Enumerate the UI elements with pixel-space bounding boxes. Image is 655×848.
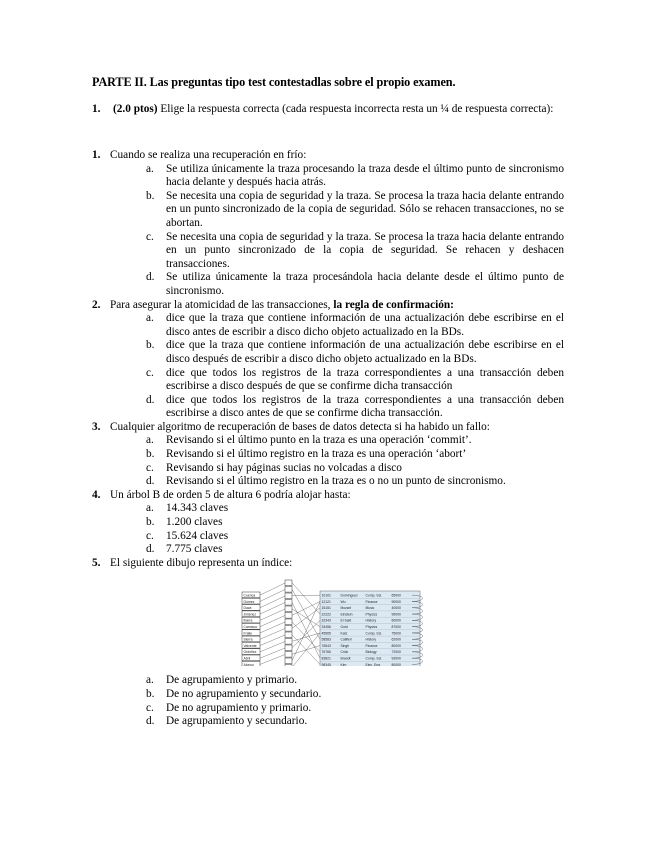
- index-key-label: Ibarra: [243, 619, 253, 624]
- bucket-cell: [285, 587, 292, 593]
- bucket-cell: [285, 593, 292, 599]
- option-a[interactable]: [110, 434, 564, 448]
- option-d[interactable]: [110, 543, 564, 557]
- index-pointer-line: [260, 590, 285, 602]
- option-b[interactable]: [110, 339, 564, 366]
- record-pointer-line: [292, 602, 320, 616]
- index-pointer-line: [260, 648, 285, 658]
- record-cell: 75000: [391, 631, 401, 636]
- option-text: De agrupamiento y primario.: [166, 674, 298, 687]
- option-text: 1.200 claves: [166, 516, 223, 529]
- option-list: [110, 312, 564, 421]
- option-text: 7.775 claves: [166, 543, 223, 556]
- record-cell: 92000: [391, 656, 401, 661]
- record-cell: 22222: [321, 612, 331, 617]
- record-cell: 65000: [391, 593, 401, 598]
- record-cell: Comp. Sci.: [365, 656, 383, 661]
- question-2: [92, 299, 564, 421]
- intro-number: 1.: [92, 103, 101, 115]
- option-b[interactable]: [110, 688, 564, 702]
- record-cell: Comp. Sci.: [365, 631, 383, 636]
- record-cell: Einstein: [340, 612, 353, 617]
- option-d[interactable]: [110, 271, 564, 298]
- index-key-label: Daza: [243, 606, 252, 611]
- record-cell: Biology: [365, 650, 377, 655]
- question-4: [92, 489, 564, 557]
- index-key-label: Sierra: [243, 638, 253, 643]
- option-letter: c.: [146, 366, 154, 379]
- option-c[interactable]: [110, 530, 564, 544]
- record-cell: 40000: [391, 606, 401, 611]
- record-cell: 95000: [391, 612, 401, 617]
- question-text-bold: la regla de confirmación:: [333, 298, 454, 311]
- option-text: Se necesita una copia de seguridad y la traza. Se procesa la traza hacia delante entrando en un punto sincronizado de la copia de seguridad. Sólo se rehacen transacciones, no se abortan.: [166, 189, 564, 229]
- bucket-cell: [285, 580, 292, 586]
- record-cell: 80000: [391, 644, 401, 649]
- question-1: [92, 149, 564, 299]
- question-text: Cuando se realiza una recuperación en frío:: [110, 149, 307, 161]
- record-cell: Physics: [365, 625, 378, 630]
- option-letter: a.: [146, 434, 154, 447]
- intro-text: Elige la respuesta correcta (cada respuesta incorrecta resta un ¼ de respuesta correcta):: [157, 103, 554, 115]
- option-text: De agrupamiento y secundario.: [166, 715, 308, 728]
- question-list: [92, 149, 564, 729]
- option-list: [110, 163, 564, 299]
- record-pointer-line: [292, 590, 320, 640]
- index-pointer-line: [260, 635, 285, 646]
- option-list: [110, 434, 564, 488]
- record-cell: Brandt: [340, 656, 351, 661]
- option-letter: b.: [146, 516, 155, 529]
- option-letter: a.: [146, 162, 154, 175]
- index-pointer-line: [260, 596, 285, 608]
- bucket-cell: [285, 600, 292, 606]
- bucket-cell: [285, 626, 292, 632]
- record-cell: Finance: [365, 600, 378, 605]
- record-cell: 76766: [321, 650, 331, 655]
- option-text: Se utiliza únicamente la traza procesando la traza desde el último punto de sincronismo hacia delante y después hacia atrás.: [166, 162, 564, 189]
- index-pointer-line: [260, 655, 285, 665]
- index-diagram-svg: [240, 574, 450, 666]
- option-text: Revisando si el último registro en la traza es una operación ‘abort’: [166, 448, 467, 461]
- question-3: [92, 421, 564, 489]
- option-text: Revisando si hay páginas sucias no volcadas a disco: [166, 461, 402, 474]
- option-text: Se utiliza únicamente la traza procesándola hacia delante desde el último punto de sincronismo.: [166, 271, 564, 297]
- option-letter: c.: [146, 701, 154, 714]
- option-letter: d.: [146, 715, 155, 728]
- option-text: dice que todos los registros de la traza correspondientes a una transacción deben escribirse a disco después de que se confirme dicha transacción: [166, 366, 564, 393]
- option-letter: c.: [146, 529, 154, 542]
- record-cell: El Said: [340, 619, 352, 624]
- record-cell: History: [365, 638, 377, 643]
- record-cell: 58583: [321, 638, 331, 643]
- option-c[interactable]: [110, 367, 564, 394]
- option-text: Revisando si el último registro en la traza es o no un punto de sincronismo.: [166, 475, 506, 488]
- question-number: 1.: [92, 149, 101, 161]
- index-key-label: Jiménez: [243, 612, 257, 617]
- record-pointer-line: [292, 583, 320, 614]
- question-text: Cualquier algoritmo de recuperación de bases de datos detecta si ha habido un fallo:: [110, 420, 490, 433]
- index-key-label: Abril: [243, 656, 251, 661]
- option-a[interactable]: [110, 163, 564, 190]
- record-cell: Wu: [340, 600, 346, 605]
- question-number: 3.: [92, 420, 101, 433]
- option-letter: b.: [146, 688, 155, 700]
- option-letter: a.: [146, 674, 154, 687]
- index-key-label: Carrasco: [243, 625, 258, 630]
- option-text: dice que todos los registros de la traza correspondientes a una transacción deben escribirse a disco antes de que se confirme dicha transacción.: [166, 393, 564, 420]
- option-text: 15.624 claves: [166, 529, 229, 542]
- option-letter: c.: [146, 230, 154, 243]
- record-cell: Gold: [340, 625, 348, 630]
- record-cell: 62000: [391, 638, 401, 643]
- record-cell: 32343: [321, 619, 331, 624]
- question-text: Un árbol B de orden 5 de altura 6 podría alojar hasta:: [110, 488, 351, 501]
- index-pointer-line: [260, 583, 285, 595]
- intro-paragraph: [92, 103, 572, 117]
- option-letter: b.: [146, 339, 155, 352]
- record-cell: 90000: [391, 600, 401, 605]
- record-cell: Katz: [340, 631, 348, 636]
- index-key-label: Gómez: [243, 600, 255, 605]
- bucket-cell: [285, 619, 292, 625]
- index-pointer-line: [260, 603, 285, 615]
- record-cell: 15151: [321, 606, 331, 611]
- question-number: 5.: [92, 556, 101, 569]
- option-letter: b.: [146, 448, 155, 461]
- index-key-label: Alonso: [243, 663, 254, 667]
- index-key-label: Valverde: [243, 644, 257, 649]
- option-a[interactable]: [110, 312, 564, 339]
- option-d[interactable]: [110, 394, 564, 421]
- option-letter: d.: [146, 271, 155, 284]
- index-pointer-line: [260, 609, 285, 620]
- index-key-label: Ordóñez: [243, 650, 257, 655]
- record-cell: 87000: [391, 625, 401, 630]
- record-cell: 98345: [321, 663, 331, 667]
- bucket-cell: [285, 613, 292, 619]
- record-cell: 45565: [321, 631, 331, 636]
- option-letter: b.: [146, 189, 155, 202]
- option-a[interactable]: [110, 674, 564, 688]
- question-text: El siguiente dibujo representa un índice:: [110, 556, 293, 569]
- record-cell: Elec. Eng.: [365, 663, 381, 667]
- record-cell: Crick: [340, 650, 349, 655]
- option-text: Revisando si el último punto en la traza es una operación ‘commit’.: [166, 434, 472, 447]
- record-cell: 33456: [321, 625, 331, 630]
- record-cell: Domínguez: [340, 593, 358, 598]
- option-c[interactable]: [110, 702, 564, 716]
- option-list: [110, 502, 564, 556]
- index-pointer-line: [260, 622, 285, 633]
- record-cell: 10101: [321, 593, 331, 598]
- record-cell: Finance: [365, 644, 378, 649]
- record-cell: 76543: [321, 644, 331, 649]
- index-pointer-line: [260, 616, 285, 627]
- bucket-cell: [285, 632, 292, 638]
- index-key-label: Fraile: [243, 631, 252, 636]
- index-key-label: Cuenca: [243, 593, 256, 598]
- record-cell: 72000: [391, 650, 401, 655]
- record-cell: 12121: [321, 600, 331, 605]
- record-cell: Mozart: [340, 606, 351, 611]
- bucket-cell: [285, 652, 292, 658]
- question-number: 2.: [92, 298, 101, 311]
- option-letter: d.: [146, 475, 155, 488]
- option-text: De no agrupamiento y secundario.: [166, 688, 322, 700]
- option-a[interactable]: [110, 502, 564, 516]
- record-cell: Califieri: [340, 638, 352, 643]
- bucket-cell: [285, 639, 292, 645]
- question-5: [92, 557, 564, 571]
- option-letter: a.: [146, 312, 154, 325]
- index-pointer-line: [260, 642, 285, 652]
- bucket-cell: [285, 658, 292, 664]
- option-c[interactable]: [110, 231, 564, 272]
- record-cell: 60000: [391, 619, 401, 624]
- record-cell: Kim: [340, 663, 347, 667]
- question-5-options: [92, 674, 564, 728]
- bucket-cell: [285, 665, 292, 667]
- record-cell: History: [365, 619, 377, 624]
- option-d[interactable]: [110, 475, 564, 489]
- option-list: [110, 674, 564, 728]
- option-letter: d.: [146, 393, 155, 406]
- option-c[interactable]: [110, 462, 564, 476]
- record-cell: 83821: [321, 656, 331, 661]
- option-text: Se necesita una copia de seguridad y la traza. Se procesa la traza hacia delante entrando en un punto sincronizado de la copia de seguridad. Se rehacen y deshacen transacciones.: [166, 230, 564, 270]
- record-pointer-line: [292, 596, 320, 597]
- index-pointer-line: [260, 629, 285, 640]
- record-cell: Physics: [365, 612, 378, 617]
- intro-points: (2.0 ptos): [113, 103, 158, 115]
- option-text: dice que la traza que contiene información de una actualización debe escribirse en el disco después de escribir a disco dicho objeto actualizado en la BDs.: [166, 339, 564, 365]
- part-title: PARTE II. Las preguntas tipo test contestadlas sobre el propio examen.: [92, 75, 456, 89]
- option-b[interactable]: [110, 448, 564, 462]
- option-letter: c.: [146, 461, 154, 474]
- record-cell: Singh: [340, 644, 350, 649]
- option-d[interactable]: [110, 715, 564, 729]
- record-pointer-line: [292, 609, 320, 627]
- index-diagram: [240, 574, 450, 666]
- option-letter: a.: [146, 502, 154, 515]
- option-b[interactable]: [110, 516, 564, 530]
- option-letter: d.: [146, 543, 155, 556]
- option-b[interactable]: [110, 190, 564, 231]
- record-cell: 80000: [391, 663, 401, 667]
- question-text: Para asegurar la atomicidad de las transacciones,: [110, 298, 334, 311]
- record-cell: Music: [365, 606, 375, 611]
- question-number: 4.: [92, 488, 101, 501]
- bucket-cell: [285, 645, 292, 651]
- bucket-cell: [285, 606, 292, 612]
- option-text: De no agrupamiento y primario.: [166, 701, 312, 714]
- option-text: 14.343 claves: [166, 502, 229, 515]
- option-text: dice que la traza que contiene información de una actualización debe escribirse en el disco antes de escribir a disco dicho objeto actualizado en la BDs.: [166, 312, 564, 338]
- record-cell: Comp. Sci.: [365, 593, 383, 598]
- record-pointer-line: [292, 622, 320, 652]
